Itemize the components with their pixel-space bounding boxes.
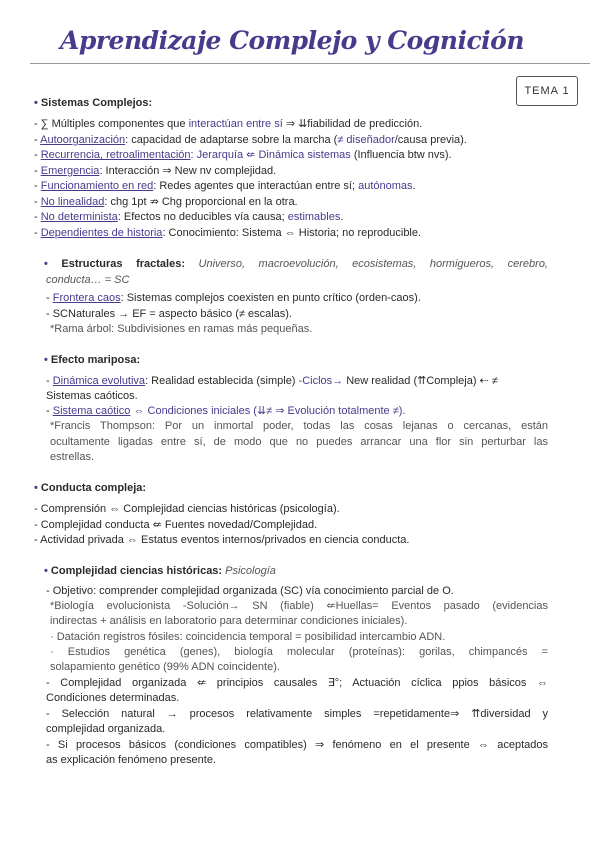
section-heading [34, 481, 146, 497]
list-item: - Objetivo: comprender complejidad organizada (SC) vía conocimiento parcial de O. [46, 585, 454, 597]
list-item: - Frontera caos: Sistemas complejos coexisten en punto crítico (orden-caos). [46, 292, 421, 304]
note-line: · Datación registros fósiles: coincidencia temporal = posibilidad intercambio ADN. [50, 631, 446, 643]
text-line: conducta… = SC [46, 274, 130, 286]
list-item: - SCNaturales → EF = aspecto básico (≠ escalas). [46, 308, 292, 320]
section-heading [34, 96, 152, 112]
list-item: - Sistema caótico ⇔ Condiciones iniciales (⇊≠ ⇒ Evolución totalmente ≠). [46, 405, 406, 417]
list-item: - Funcionamiento en red: Redes agentes que interactúan entre sí; autónomas. [34, 180, 416, 192]
section-heading: • Complejidad ciencias históricas: Psicología [44, 565, 276, 577]
note-line: solapamiento genético (99% ADN coincidente). [50, 661, 280, 673]
quote-line: ocultamente ligadas entre sí, de modo que no puedes arrancar una flor sin perturbar las [50, 436, 548, 448]
bullet-icon: • [34, 482, 38, 494]
list-item: - Comprensión ⇔ Complejidad ciencias históricas (psicología). [34, 503, 340, 515]
bullet-icon: • [44, 258, 48, 270]
bullet-icon: • [34, 97, 38, 109]
list-item: - Dinámica evolutiva: Realidad establecida (simple) -Ciclos→ New realidad (⇈Compleja) ⇠ ≠ [46, 375, 498, 387]
list-item: - No determinista: Efectos no deducibles vía causa; estimables. [34, 211, 344, 223]
text-line: as explicación fenómeno presente. [46, 754, 216, 766]
quote-line: estrellas. [50, 451, 95, 463]
list-item: - Autoorganización: capacidad de adaptarse sobre la marcha (≠ diseñador/causa previa). [34, 134, 467, 146]
title-underline [30, 63, 590, 64]
section-title-fractales: Estructuras fractales: [61, 258, 185, 270]
list-item: - Recurrencia, retroalimentación: Jerarquía ⇍ Dinámica sistemas (Influencia btw nvs). [34, 149, 452, 161]
bullet-icon: • [44, 354, 48, 366]
note-line: · Estudios genética (genes), biología molecular (proteínas): gorilas, chimpancés = [50, 646, 548, 658]
list-item: - Complejidad organizada ⇍ principios causales ∃°; Actuación cíclica ppios básicos ⇔ [46, 677, 548, 689]
section-title-sistemas: Sistemas Complejos: [40, 97, 153, 109]
topic-badge: TEMA 1 [516, 76, 578, 106]
note-line: indirectas + análisis en laboratorio para determinar condiciones iniciales). [50, 615, 408, 627]
section-title-historicas: Complejidad ciencias históricas: [50, 565, 223, 577]
section-heading: • Estructuras fractales: Universo, macroevolución, ecosistemas, hormigueros, cerebro, [44, 258, 548, 270]
list-item: - Dependientes de historia: Conocimiento: Sistema ⇔ Historia; no reproducible. [34, 227, 422, 239]
text-line: Condiciones determinadas. [46, 692, 180, 704]
list-item: - Si procesos básicos (condiciones compatibles) ⇒ fenómeno en el presente ⇔ aceptados [46, 739, 548, 751]
bullet-icon: • [44, 565, 48, 577]
section-heading [44, 353, 140, 369]
text-line: complejidad organizada. [46, 723, 166, 735]
section-title-mariposa: Efecto mariposa: [50, 354, 141, 366]
section-title-conducta: Conducta compleja: [40, 482, 147, 494]
list-item: - ∑ Múltiples componentes que interactúan entre sí ⇒ ⇊fiabilidad de predicción. [34, 118, 423, 130]
note-line: *Biología evolucionista -Solución→ SN (fiable) ⇍Huellas= Eventos pasado (evidencias [50, 600, 548, 612]
page-title: Aprendizaje Complejo y Cognición [60, 26, 525, 55]
list-item: - Selección natural → procesos relativamente simples =repetidamente⇒ ⇈diversidad y [46, 708, 548, 720]
quote-line: *Francis Thompson: Por un inmortal poder, todas las cosas lejanas o cercanas, están [50, 420, 548, 432]
note-line: *Rama árbol: Subdivisiones en ramas más pequeñas. [50, 323, 313, 335]
text-line: Sistemas caóticos. [46, 390, 138, 402]
list-item: - Actividad privada ⇔ Estatus eventos internos/privados en ciencia conducta. [34, 534, 410, 546]
list-item: - Complejidad conducta ⇍ Fuentes novedad/Complejidad. [34, 519, 318, 531]
list-item: - Emergencia: Interacción ⇒ New nv complejidad. [34, 165, 277, 177]
list-item: - No linealidad: chg 1pt ⇏ Chg proporcional en la otra. [34, 196, 298, 208]
